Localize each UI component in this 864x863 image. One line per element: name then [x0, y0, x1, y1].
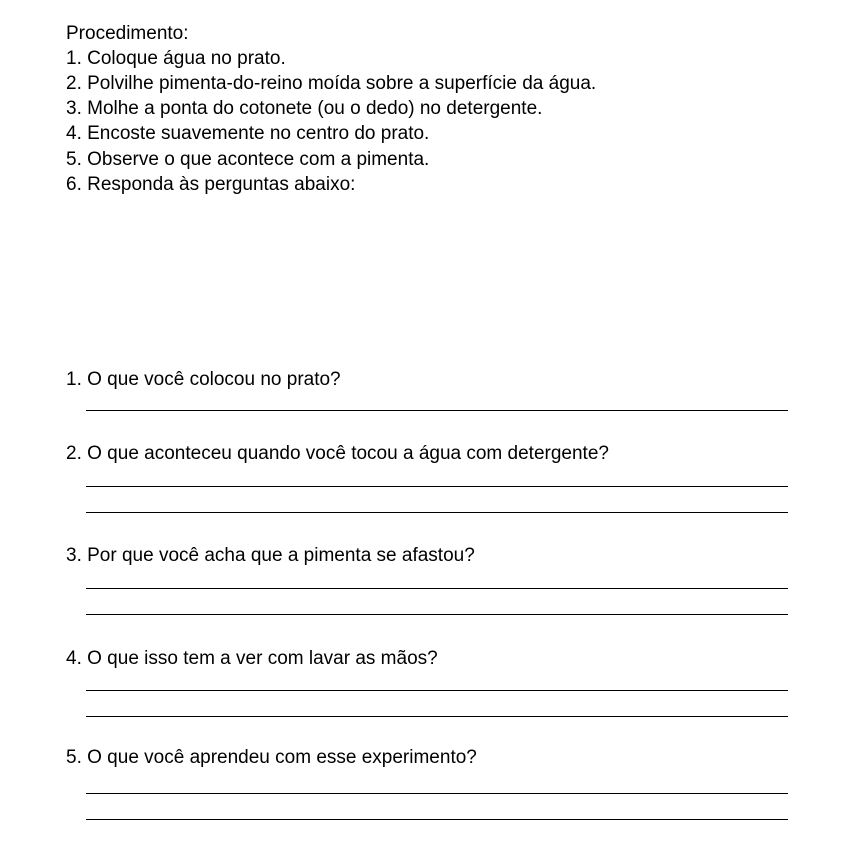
procedure-step-5: 5. Observe o que acontece com a pimenta.	[66, 149, 430, 170]
answer-line-q3-a[interactable]	[86, 588, 788, 589]
question-4: 4. O que isso tem a ver com lavar as mãos?	[66, 648, 438, 669]
question-1: 1. O que você colocou no prato?	[66, 369, 341, 390]
question-2: 2. O que aconteceu quando você tocou a água com detergente?	[66, 443, 609, 464]
answer-line-q5-a[interactable]	[86, 793, 788, 794]
answer-line-q4-b[interactable]	[86, 716, 788, 717]
procedure-step-6: 6. Responda às perguntas abaixo:	[66, 174, 356, 195]
question-5: 5. O que você aprendeu com esse experimento?	[66, 747, 477, 768]
question-3: 3. Por que você acha que a pimenta se afastou?	[66, 545, 475, 566]
answer-line-q3-b[interactable]	[86, 614, 788, 615]
procedure-step-2: 2. Polvilhe pimenta-do-reino moída sobre a superfície da água.	[66, 73, 597, 94]
answer-line-q2-b[interactable]	[86, 512, 788, 513]
answer-line-q1[interactable]	[86, 410, 788, 411]
answer-line-q5-b[interactable]	[86, 819, 788, 820]
procedure-step-3: 3. Molhe a ponta do cotonete (ou o dedo) no detergente.	[66, 98, 543, 119]
answer-line-q4-a[interactable]	[86, 690, 788, 691]
procedure-title: Procedimento:	[66, 23, 189, 44]
answer-line-q2-a[interactable]	[86, 486, 788, 487]
procedure-step-4: 4. Encoste suavemente no centro do prato.	[66, 123, 430, 144]
procedure-step-1: 1. Coloque água no prato.	[66, 48, 286, 69]
